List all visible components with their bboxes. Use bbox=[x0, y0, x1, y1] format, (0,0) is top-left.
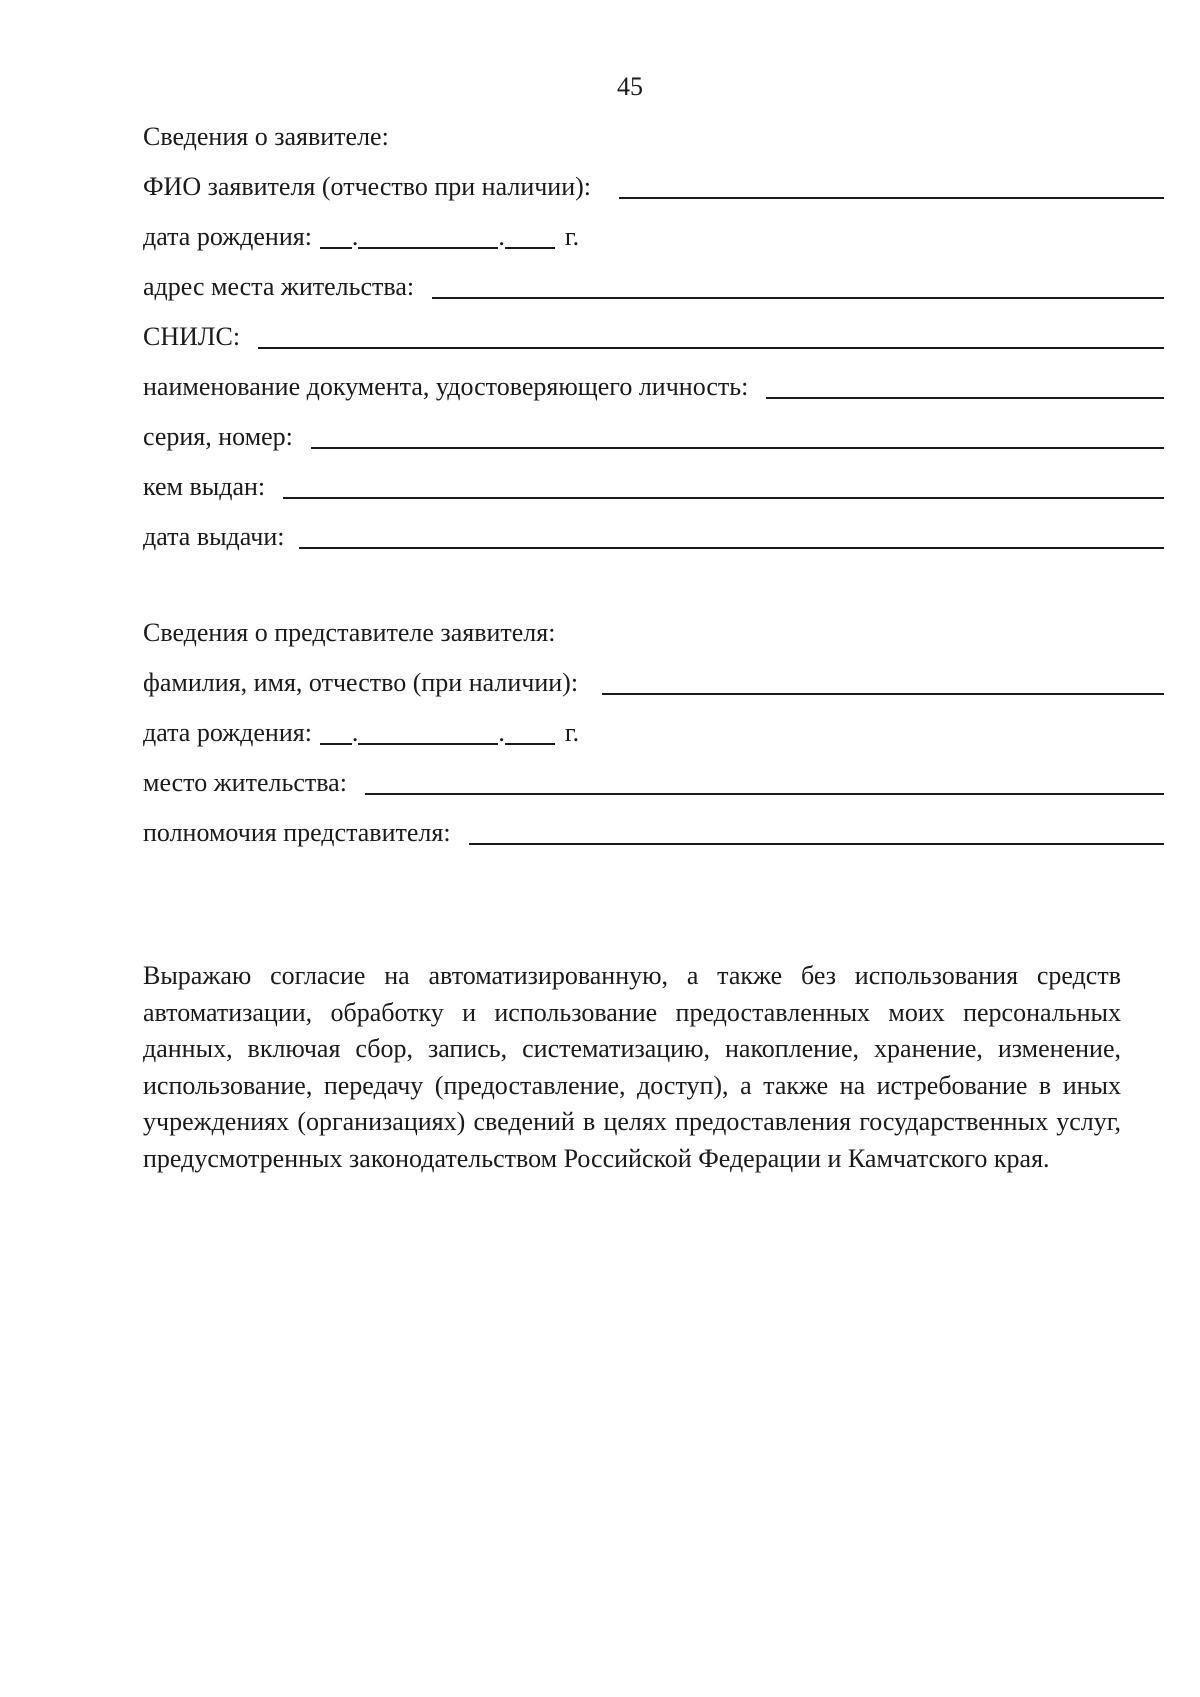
representative-birth-date-field[interactable] bbox=[143, 718, 579, 748]
applicant-section-heading: Сведения о заявителе: bbox=[143, 122, 389, 151]
field-label: СНИЛС: bbox=[143, 322, 241, 351]
blank-line bbox=[619, 197, 1164, 199]
year-suffix: г. bbox=[564, 222, 580, 251]
representative-residence-field[interactable] bbox=[143, 768, 1164, 798]
consent-paragraph: Выражаю согласие на автоматизированную, а также без использования средств автоматизации, обработку и использование предоставленных моих персональных данных, включая сбор, запись, систематизацию, накопление, хранение, изменение, использование, передачу (предоставление, доступ), а также на истребование в иных учреждениях (организациях) сведений в целях предоставления государственных услуг, предусмотренных законодательством Российской Федерации и Камчатского края. bbox=[143, 961, 1121, 1173]
field-label: дата рождения: bbox=[143, 718, 312, 747]
representative-full-name-field[interactable] bbox=[143, 668, 1164, 698]
field-label: адрес места жительства: bbox=[143, 272, 415, 301]
field-label: дата рождения: bbox=[143, 222, 312, 251]
date-year-blank bbox=[505, 743, 555, 745]
page-number: 45 bbox=[617, 72, 643, 101]
blank-line bbox=[365, 793, 1164, 795]
applicant-series-number-field[interactable] bbox=[143, 422, 1164, 452]
field-label: серия, номер: bbox=[143, 422, 293, 451]
date-separator: . bbox=[498, 718, 505, 747]
date-separator: . bbox=[351, 222, 359, 251]
date-day-blank bbox=[320, 743, 352, 745]
blank-line bbox=[469, 843, 1164, 845]
applicant-issue-date-field[interactable] bbox=[143, 522, 1164, 552]
field-label: место жительства: bbox=[143, 768, 347, 797]
blank-line bbox=[432, 297, 1164, 299]
applicant-snils-field[interactable] bbox=[143, 322, 1164, 352]
blank-line bbox=[299, 547, 1164, 549]
field-label: ФИО заявителя (отчество при наличии): bbox=[143, 172, 592, 201]
date-year-blank bbox=[505, 247, 555, 249]
blank-line bbox=[766, 397, 1164, 399]
blank-line bbox=[258, 347, 1164, 349]
applicant-full-name-field[interactable] bbox=[143, 172, 1164, 202]
date-month-blank bbox=[358, 743, 498, 745]
applicant-id-document-name-field[interactable] bbox=[143, 372, 1164, 402]
field-label: дата выдачи: bbox=[143, 522, 285, 551]
field-label: полномочия представителя: bbox=[143, 818, 451, 847]
field-label: наименование документа, удостоверяющего личность: bbox=[143, 372, 749, 401]
field-label: кем выдан: bbox=[143, 472, 266, 501]
applicant-issued-by-field[interactable] bbox=[143, 472, 1164, 502]
applicant-address-field[interactable] bbox=[143, 272, 1164, 302]
blank-line bbox=[602, 693, 1164, 695]
date-separator: . bbox=[498, 222, 505, 251]
blank-line bbox=[283, 497, 1164, 499]
date-day-blank bbox=[320, 247, 352, 249]
date-month-blank bbox=[358, 247, 498, 249]
field-label: фамилия, имя, отчество (при наличии): bbox=[143, 668, 579, 697]
blank-line bbox=[311, 447, 1164, 449]
year-suffix: г. bbox=[564, 718, 580, 747]
representative-authority-field[interactable] bbox=[143, 818, 1164, 848]
applicant-birth-date-field[interactable] bbox=[143, 222, 579, 252]
representative-section-heading: Сведения о представителе заявителя: bbox=[143, 618, 556, 647]
date-separator: . bbox=[351, 718, 359, 747]
